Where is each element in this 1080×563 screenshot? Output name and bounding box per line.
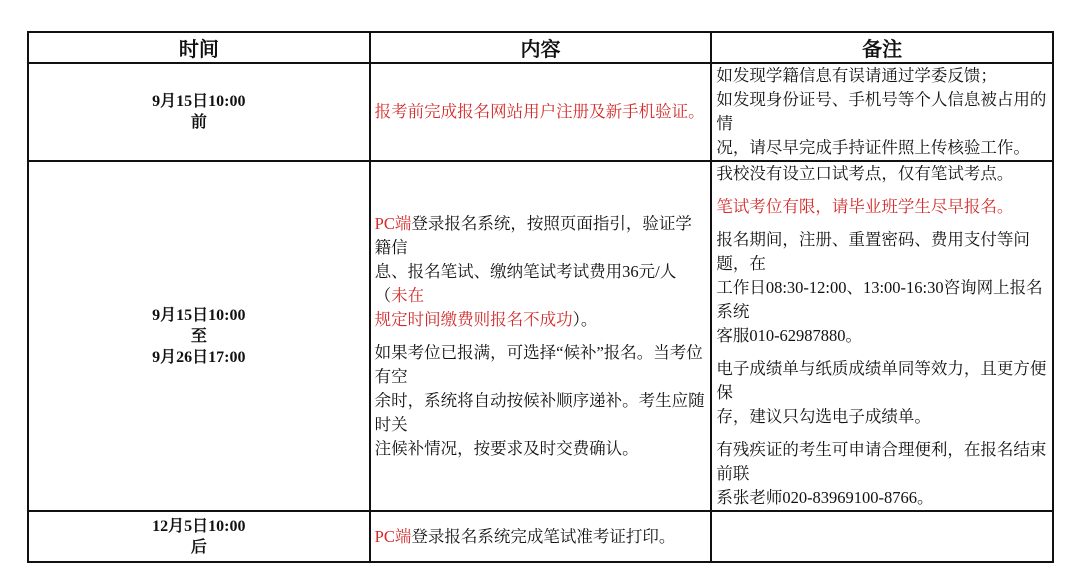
- time-cell: [28, 63, 370, 161]
- note-text: 报名期间，注册、重置密码、费用支付等问题，在: [716, 230, 1030, 273]
- time-line: 12月5日10:00: [152, 517, 246, 535]
- header-time: 时间: [28, 32, 370, 63]
- content-text: 注候补情况，按要求及时交费确认。: [374, 438, 639, 458]
- note-text: 如发现学籍信息有误请通过学委反馈；: [716, 66, 997, 85]
- note-text: 工作日08:30-12:00、13:00-16:30咨询网上报名系统: [716, 278, 1043, 321]
- time-cell: [28, 161, 370, 511]
- note-text: 系张老师020-83969100-8766。: [716, 488, 934, 507]
- table-row: [28, 511, 1053, 562]
- note-text: 如发现身份证号、手机号等个人信息被占用的情: [716, 90, 1047, 133]
- content-text: PC端: [374, 526, 412, 546]
- table-row: [28, 63, 1053, 161]
- content-cell: [370, 511, 712, 562]
- content-text: 未在: [391, 285, 425, 305]
- time-line: 9月26日17:00: [152, 348, 246, 366]
- content-text: 规定时间缴费则报名不成功: [374, 309, 573, 329]
- registration-schedule-table: [27, 31, 1054, 563]
- time-line: 前: [190, 114, 207, 131]
- content-paragraph: [375, 212, 707, 332]
- content-text: 报考前完成报名网站用户注册及新手机验证。: [374, 102, 705, 121]
- note-text: 存，建议只勾选电子成绩单。: [716, 407, 931, 426]
- content-text: 息、报名笔试、缴纳笔试考试费用36元/人（: [374, 261, 677, 305]
- note-paragraph: [716, 357, 1048, 429]
- note-text: 笔试考位有限，请毕业班学生尽早报名。: [716, 197, 1014, 216]
- header-content: 内容: [370, 32, 712, 63]
- note-cell: [711, 63, 1053, 161]
- content-text: ）。: [572, 309, 598, 329]
- content-text: 如果考位已报满，可选择“候补”报名。当考位有空: [374, 342, 703, 386]
- note-text: 我校没有设立口试考点，仅有笔试考点。: [716, 164, 1014, 183]
- time-line: 后: [190, 538, 207, 556]
- note-paragraph: [716, 438, 1048, 510]
- note-paragraph: [716, 228, 1048, 348]
- note-text: 况，请尽早完成手持证件照上传核验工作。: [716, 138, 1030, 157]
- content-text: 余时，系统将自动按候补顺序递补。考生应随时关: [374, 390, 705, 434]
- header-row: [28, 32, 1053, 63]
- content-text: 登录报名系统，按照页面指引，验证学籍信: [374, 213, 692, 257]
- note-text: 有残疾证的考生可申请合理便利，在报名结束前联: [716, 440, 1047, 483]
- time-line: 至: [190, 327, 207, 345]
- note-text: 电子成绩单与纸质成绩单同等效力，且更方便保: [716, 359, 1047, 402]
- content-text: PC端: [374, 213, 412, 233]
- time-cell: [28, 511, 370, 562]
- content-cell: [370, 161, 712, 511]
- note-text: 客服010-62987880。: [716, 326, 863, 345]
- content-text: 登录报名系统完成笔试准考证打印。: [411, 526, 676, 546]
- note-cell: [711, 161, 1053, 511]
- content-cell: [370, 63, 712, 161]
- note-cell: [711, 511, 1053, 562]
- time-line: 9月15日10:00: [152, 93, 246, 110]
- table-row: [28, 161, 1053, 511]
- content-paragraph: [375, 341, 707, 461]
- time-line: 9月15日10:00: [152, 306, 246, 324]
- header-notes: 备注: [711, 32, 1053, 63]
